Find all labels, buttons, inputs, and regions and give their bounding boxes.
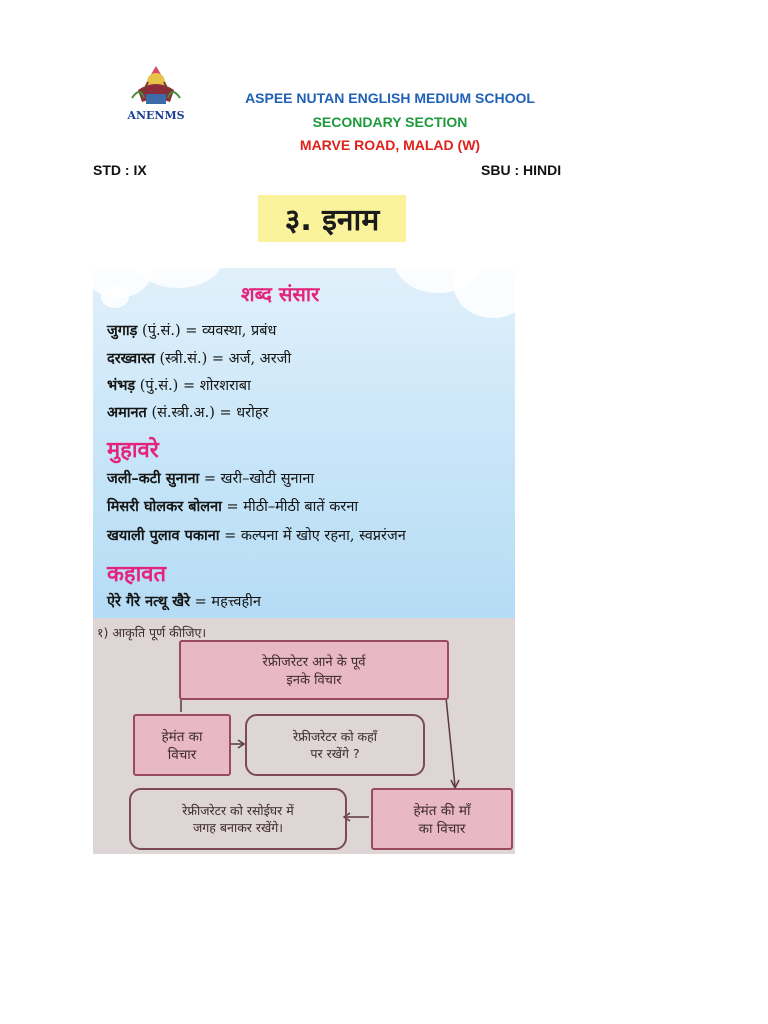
proverb-1: ऐरे गैरे नत्थू खैरे = महत्त्वहीन [107,593,261,610]
idiom-3: खयाली पुलाव पकाना = कल्पना में खोए रहना, स्वप्नरंजन [107,527,406,544]
proverb-title: कहावत [107,562,167,587]
logo-text: ANENMS [127,109,185,122]
idiom-1: जली–कटी सुनाना = खरी–खोटी सुनाना [107,470,315,487]
std-label: STD : IX [93,162,147,178]
top-box: रेफ्रीजरेटर आने के पूर्व इनके विचार [179,640,449,700]
school-address: MARVE ROAD, MALAD (W) [299,137,481,153]
vocab-word-1: जुगाड़ (पुं.सं.) = व्यवस्था, प्रबंध [107,322,277,339]
vocab-word-4: अमानत (सं.स्त्री.अ.) = धरोहर [107,404,269,421]
vocab-title: शब्द संसार [241,282,320,306]
school-name: ASPEE NUTAN ENGLISH MEDIUM SCHOOL [245,90,535,106]
mother-answer-box: रेफ्रीजरेटर को रसोईघर में जगह बनाकर रखेंगे। [129,788,347,850]
section-name: SECONDARY SECTION [312,114,468,130]
vocabulary-panel [93,268,515,618]
exercise-instruction: १) आकृति पूर्ण कीजिए। [97,625,207,640]
vocab-word-2: दरख्वास्त (स्त्री.सं.) = अर्ज, अरजी [107,350,292,367]
hemant-answer-box: रेफ्रीजरेटर को कहाँ पर रखेंगे ? [245,714,425,776]
exercise-photo [93,618,515,854]
subject-label: SBU : HINDI [481,162,562,178]
chapter-title: ३. इनाम [258,195,406,242]
vocab-word-3: भंभड़ (पुं.सं.) = शोरशराबा [107,377,251,394]
hemant-box: हेमंत का विचार [133,714,231,776]
idiom-2: मिसरी घोलकर बोलना = मीठी–मीठी बातें करना [107,498,359,515]
idioms-title: मुहावरे [107,438,159,463]
mother-box: हेमंत की माँ का विचार [371,788,513,850]
